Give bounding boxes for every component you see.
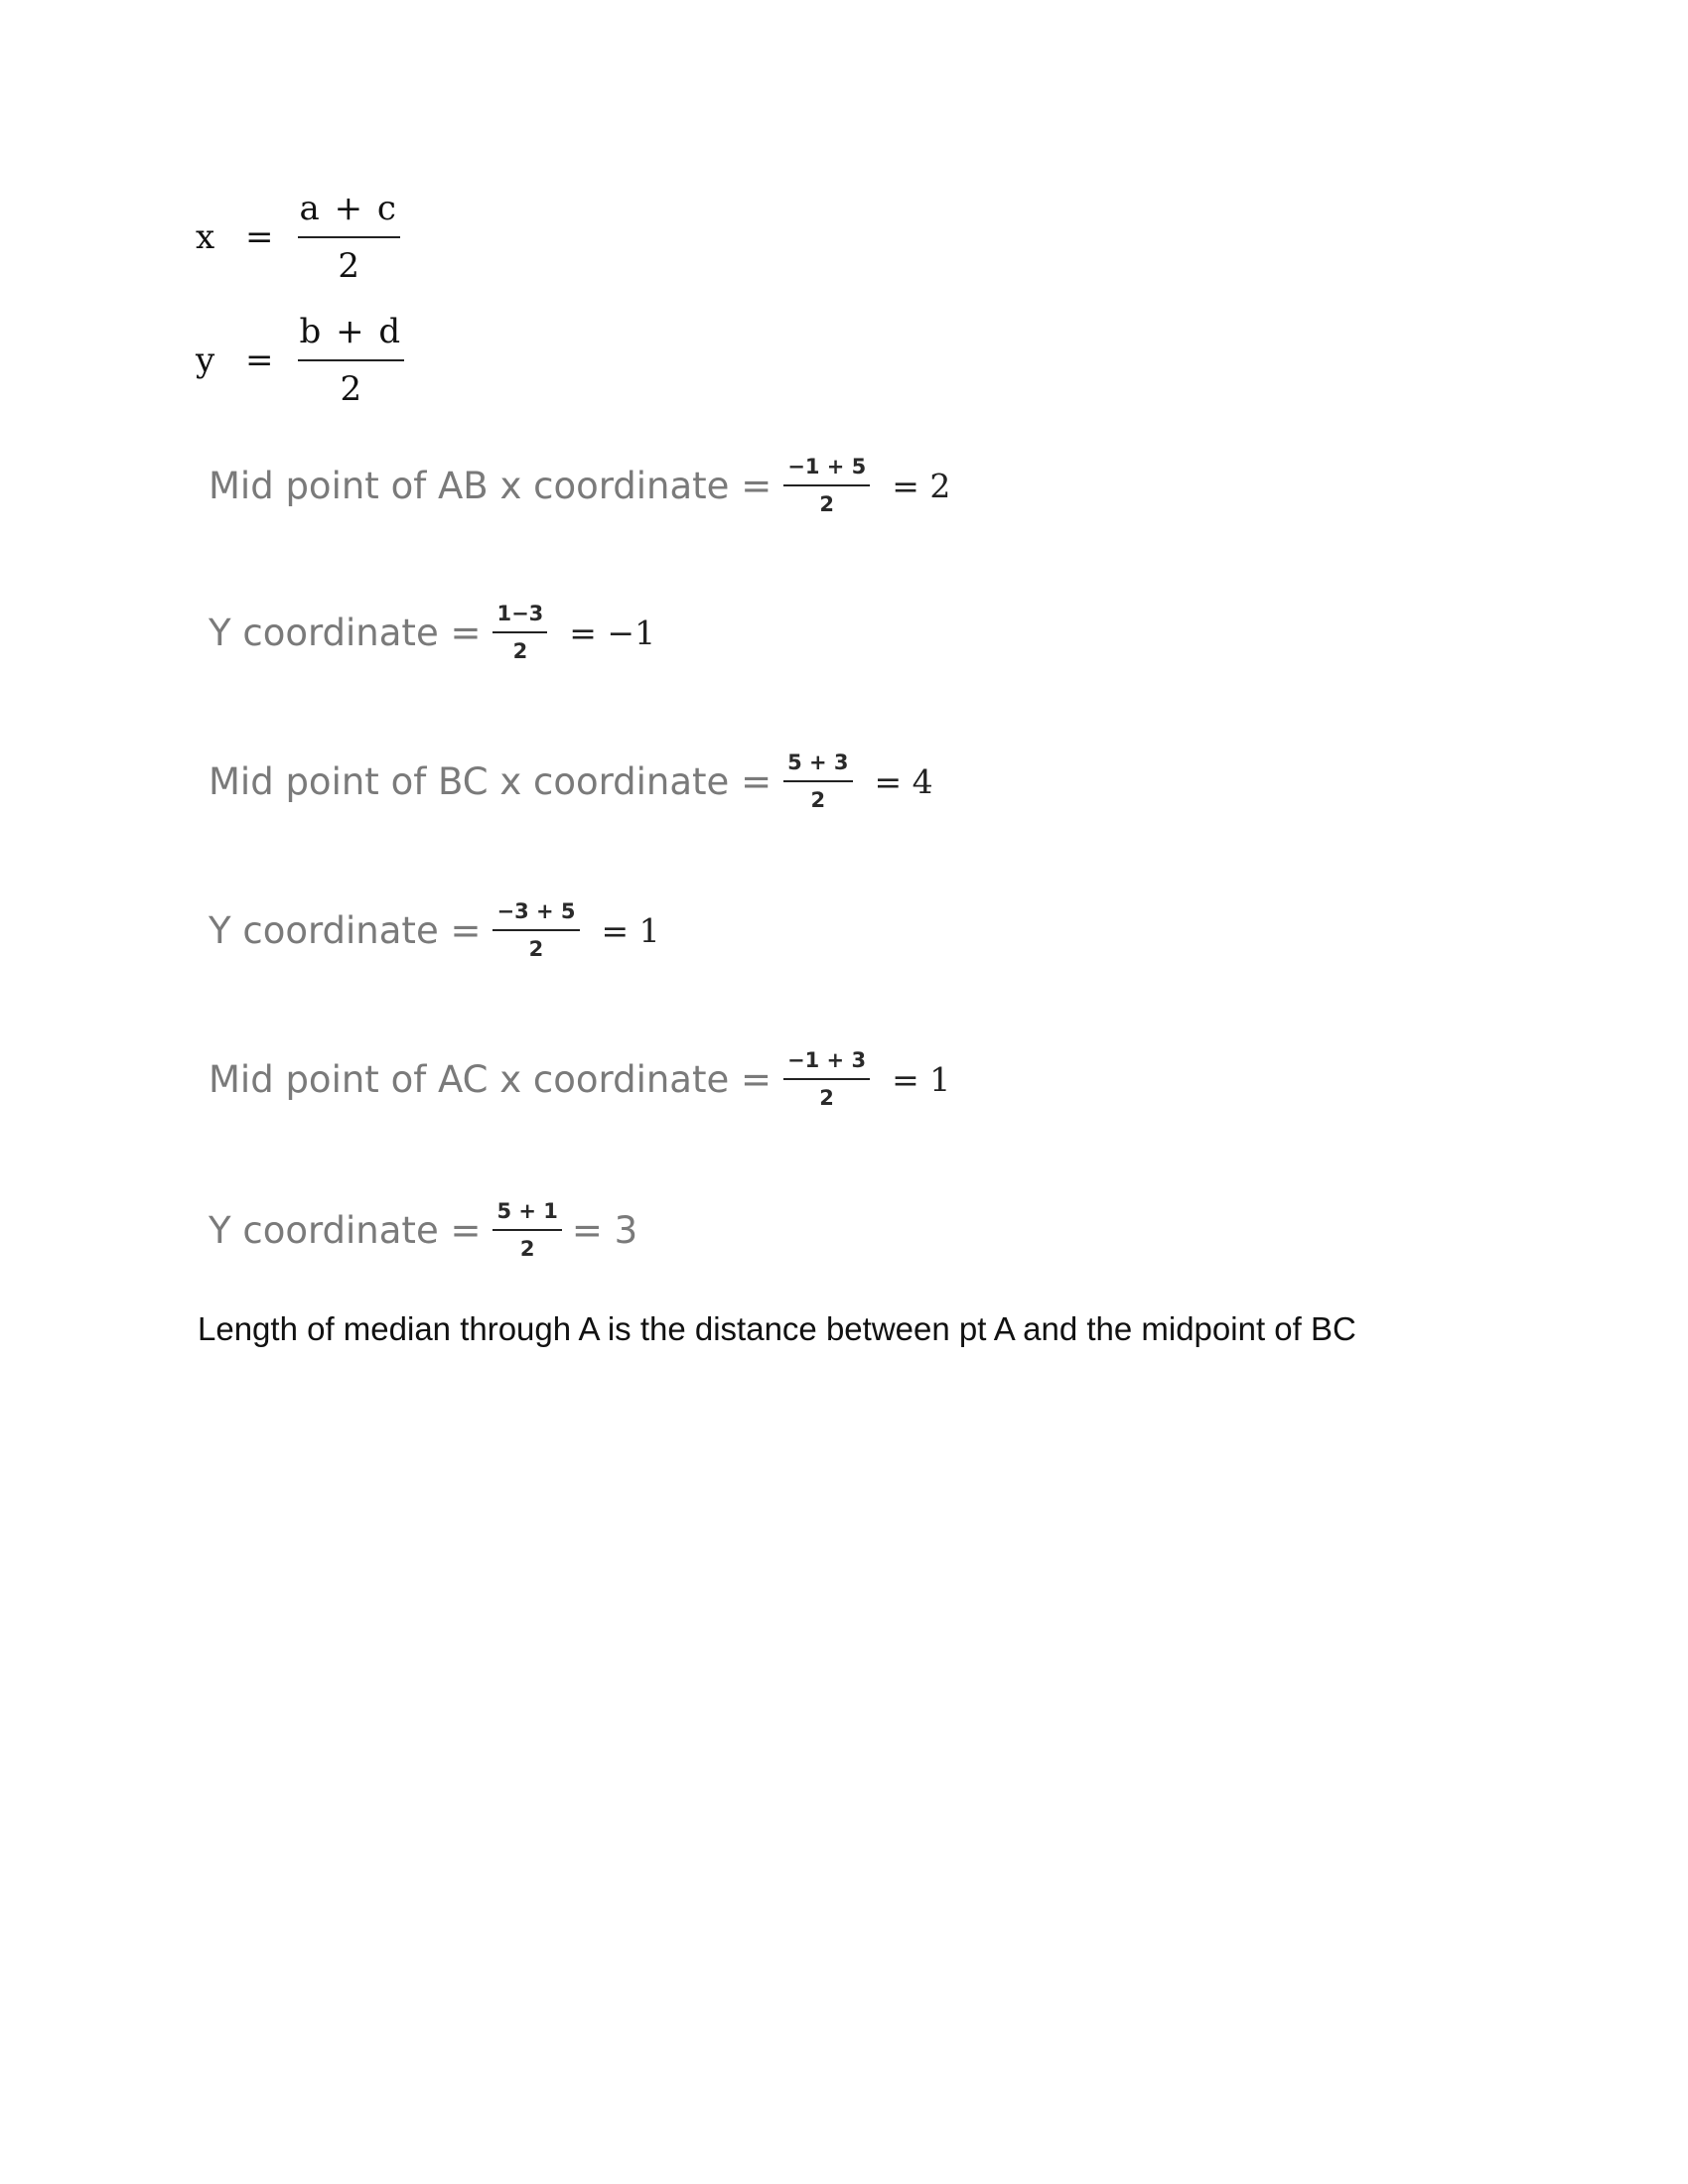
fraction-denominator: 2: [528, 937, 544, 961]
fraction-numerator: −1 + 3: [787, 1048, 867, 1072]
equals-sign: =: [245, 217, 274, 257]
computation-label: Y coordinate =: [209, 908, 482, 952]
computation-result: = 4: [874, 761, 933, 801]
fraction-denominator: 2: [340, 369, 362, 409]
computation-label: Y coordinate =: [209, 611, 482, 654]
formula-y: [196, 312, 404, 409]
fraction: [492, 899, 579, 961]
fraction-denominator: 2: [519, 1237, 535, 1261]
midpoint-ac-y: [209, 1199, 637, 1261]
fraction-numerator: −1 + 5: [787, 455, 867, 478]
fraction-numerator: b + d: [299, 312, 403, 351]
computation-result: = 3: [571, 1208, 638, 1252]
midpoint-bc-y: [209, 899, 660, 961]
equals-sign: =: [245, 341, 274, 380]
formula-x: [196, 189, 400, 286]
midpoint-ab-x: [209, 455, 950, 516]
fraction-denominator: 2: [819, 492, 835, 516]
computation-result: = 2: [892, 466, 951, 505]
fraction: [783, 751, 852, 812]
fraction-denominator: 2: [338, 246, 360, 286]
fraction: [492, 602, 547, 663]
computation-label: Mid point of AC x coordinate =: [209, 1057, 773, 1101]
fraction: [783, 455, 870, 516]
fraction-denominator: 2: [819, 1086, 834, 1110]
formula-variable: x: [196, 217, 215, 257]
fraction: [298, 312, 405, 409]
computation-label: Mid point of BC x coordinate =: [209, 759, 773, 803]
computation-label: Y coordinate =: [209, 1208, 482, 1252]
fraction-numerator: 5 + 3: [787, 751, 849, 774]
fraction-numerator: 1−3: [496, 602, 544, 625]
fraction-denominator: 2: [512, 639, 528, 663]
computation-result: = 1: [892, 1059, 951, 1099]
midpoint-ac-x: [209, 1048, 950, 1110]
fraction-numerator: 5 + 1: [496, 1199, 558, 1223]
midpoint-ab-y: [209, 602, 655, 663]
fraction: [492, 1199, 561, 1261]
computation-result: = 1: [601, 910, 660, 950]
midpoint-bc-x: [209, 751, 933, 812]
fraction-denominator: 2: [810, 788, 826, 812]
computation-label: Mid point of AB x coordinate =: [209, 464, 773, 507]
median-explanation: Length of median through A is the distance between pt A and the midpoint of BC: [198, 1310, 1356, 1347]
fraction: [298, 189, 400, 286]
computation-result: = −1: [569, 613, 656, 652]
fraction-numerator: −3 + 5: [496, 899, 576, 923]
formula-variable: y: [196, 341, 215, 380]
fraction-numerator: a + c: [299, 189, 398, 228]
fraction: [783, 1048, 870, 1110]
